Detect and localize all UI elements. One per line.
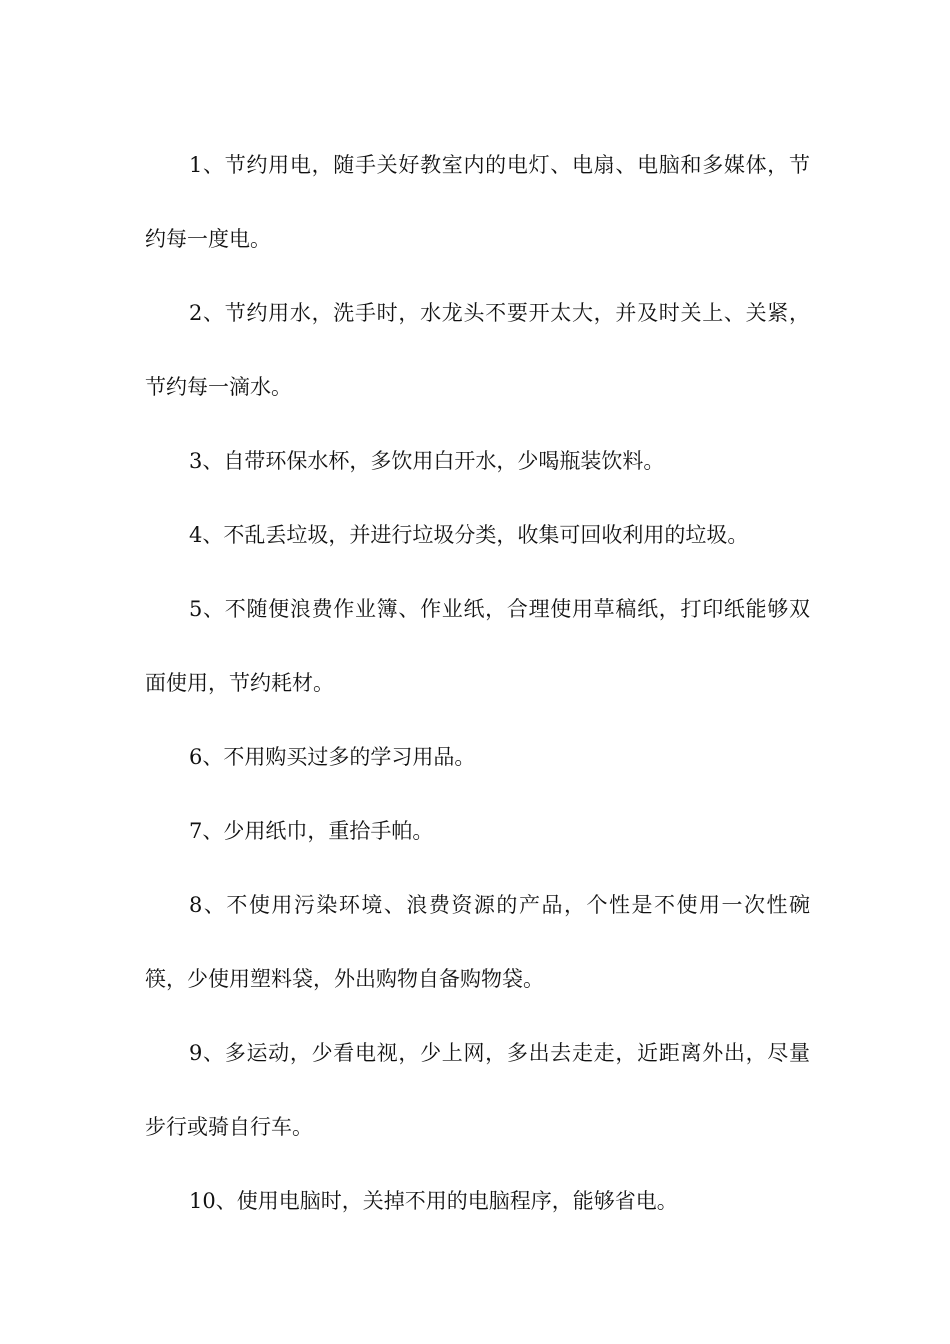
list-item-10: 10、使用电脑时，关掉不用的电脑程序，能够省电。: [189, 1189, 678, 1213]
list-item-7: 7、少用纸巾，重拾手帕。: [189, 819, 434, 843]
list-item-9: 9、多运动，少看电视，少上网，多出去走走，近距离外出，尽量步行或骑自行车。: [145, 1041, 810, 1139]
document-body: [145, 128, 810, 1238]
list-item-1: 1、节约用电，随手关好教室内的电灯、电扇、电脑和多媒体，节约每一度电。: [145, 153, 810, 251]
list-item-8: 8、不使用污染环境、浪费资源的产品，个性是不使用一次性碗筷，少使用塑料袋，外出购物自备购物袋。: [145, 893, 810, 991]
list-item-6: 6、不用购买过多的学习用品。: [189, 745, 476, 769]
list-item-2: 2、节约用水，洗手时，水龙头不要开太大，并及时关上、关紧，节约每一滴水。: [145, 301, 810, 399]
list-item-5: 5、不随便浪费作业簿、作业纸，合理使用草稿纸，打印纸能够双面使用，节约耗材。: [145, 597, 810, 695]
list-item-4: 4、不乱丢垃圾，并进行垃圾分类，收集可回收利用的垃圾。: [189, 523, 749, 547]
list-item-3: 3、自带环保水杯，多饮用白开水，少喝瓶装饮料。: [189, 449, 665, 473]
